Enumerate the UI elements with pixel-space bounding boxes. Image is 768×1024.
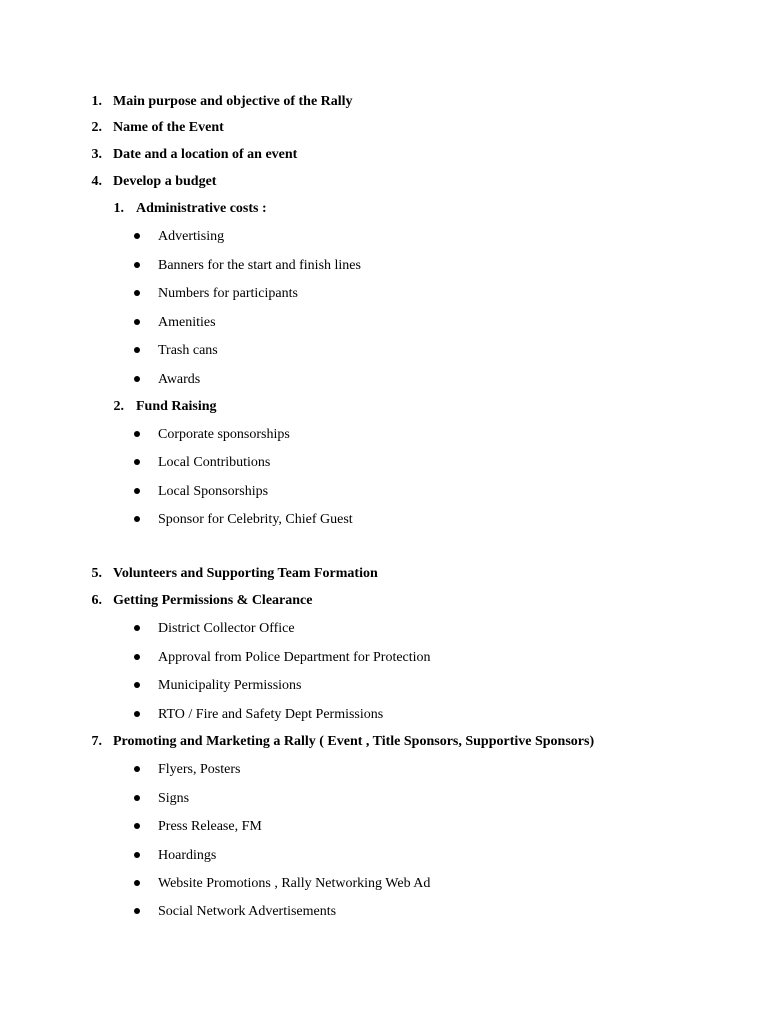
item-text: Getting Permissions & Clearance — [113, 593, 313, 608]
bullet-icon — [134, 376, 140, 382]
bullet-text: Flyers, Posters — [158, 762, 241, 777]
item-number: 5. — [91, 566, 102, 581]
bullet-icon — [134, 488, 140, 494]
item-number: 3. — [91, 147, 102, 162]
bullet-text: Corporate sponsorships — [158, 427, 290, 442]
bullet-text: District Collector Office — [158, 621, 295, 636]
item-text: Promoting and Marketing a Rally ( Event , Title Sponsors, Supportive Sponsors) — [113, 734, 595, 749]
bullet-text: Local Sponsorships — [158, 484, 269, 499]
item-text: Administrative costs : — [136, 201, 267, 216]
bullet-text: Website Promotions , Rally Networking Web Ad — [158, 876, 431, 891]
bullet-icon — [134, 823, 140, 829]
item-number: 6. — [91, 593, 102, 608]
bullet-icon — [134, 459, 140, 465]
bullet-icon — [134, 625, 140, 631]
item-number: 1. — [113, 201, 124, 216]
bullet-icon — [134, 852, 140, 858]
bullet-icon — [134, 908, 140, 914]
bullet-text: Press Release, FM — [158, 819, 262, 834]
bullet-text: Sponsor for Celebrity, Chief Guest — [158, 512, 353, 527]
bullet-text: Social Network Advertisements — [158, 904, 337, 919]
bullet-text: Signs — [158, 791, 190, 806]
bullet-text: Banners for the start and finish lines — [158, 258, 361, 273]
item-text: Develop a budget — [113, 174, 217, 189]
item-text: Fund Raising — [136, 399, 217, 414]
bullet-icon — [134, 795, 140, 801]
item-text: Volunteers and Supporting Team Formation — [113, 566, 378, 581]
item-text: Main purpose and objective of the Rally — [113, 94, 353, 109]
bullet-icon — [134, 290, 140, 296]
bullet-icon — [134, 766, 140, 772]
item-number: 2. — [91, 120, 102, 135]
item-text: Date and a location of an event — [113, 147, 298, 162]
bullet-icon — [134, 516, 140, 522]
bullet-icon — [134, 682, 140, 688]
item-text: Name of the Event — [113, 120, 224, 135]
bullet-text: Awards — [158, 372, 201, 387]
bullet-text: Local Contributions — [158, 455, 271, 470]
bullet-icon — [134, 347, 140, 353]
bullet-text: Approval from Police Department for Protection — [158, 650, 431, 665]
bullet-text: Advertising — [158, 229, 225, 244]
bullet-text: Hoardings — [158, 848, 217, 863]
bullet-text: Municipality Permissions — [158, 678, 302, 693]
bullet-text: Numbers for participants — [158, 286, 298, 301]
item-number: 7. — [91, 734, 102, 749]
bullet-icon — [134, 319, 140, 325]
bullet-icon — [134, 431, 140, 437]
bullet-text: Amenities — [158, 315, 216, 330]
item-number: 1. — [91, 94, 102, 109]
bullet-icon — [134, 233, 140, 239]
bullet-icon — [134, 262, 140, 268]
item-number: 4. — [91, 174, 102, 189]
bullet-icon — [134, 880, 140, 886]
bullet-icon — [134, 654, 140, 660]
item-number: 2. — [113, 399, 124, 414]
bullet-text: Trash cans — [158, 343, 218, 358]
bullet-icon — [134, 711, 140, 717]
bullet-text: RTO / Fire and Safety Dept Permissions — [158, 707, 384, 722]
